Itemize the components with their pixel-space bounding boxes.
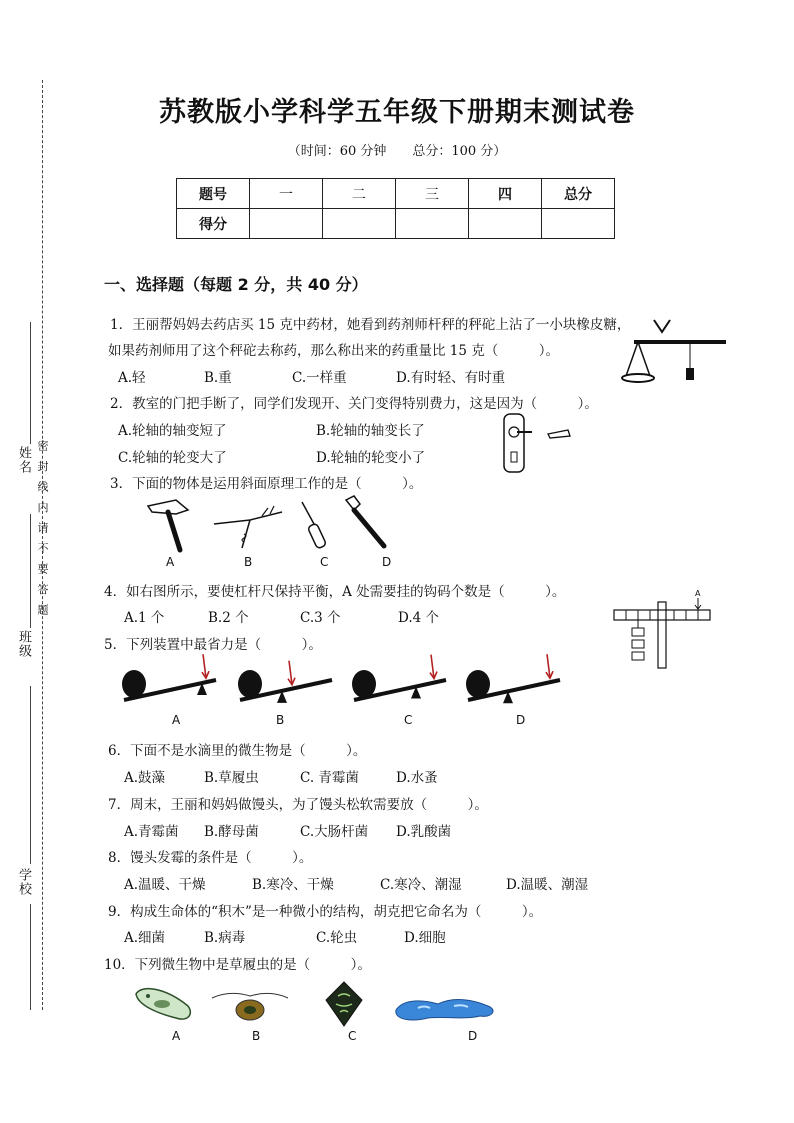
lever-point-label: A: [695, 589, 701, 598]
lever-ruler-icon: [612, 592, 714, 674]
question-6: 6．下面不是水滴里的微生物是（ ）。: [108, 743, 367, 759]
option: B.酵母菌: [204, 824, 259, 840]
name-blank: [30, 322, 31, 444]
question-4: 4．如右图所示，要使杠杆尺保持平衡，A 处需要挂的钩码个数是（ ）。: [104, 584, 566, 600]
option: C.大肠杆菌: [300, 824, 369, 840]
rotifer-icon: [210, 988, 290, 1024]
lever-device: [122, 654, 216, 700]
screwdriver-icon: [298, 500, 334, 552]
option: D.温暖、潮湿: [506, 877, 589, 893]
option: B.寒冷、干燥: [252, 877, 334, 893]
score-cell: 总分: [542, 179, 615, 209]
option: B.2 个: [208, 610, 249, 626]
lever-device: [238, 661, 332, 703]
score-table-score-row: [177, 209, 615, 239]
option: C. 青霉菌: [300, 770, 359, 786]
option: C.一样重: [292, 370, 347, 386]
corkscrew-icon: [210, 498, 286, 552]
score-input-cell[interactable]: [323, 209, 396, 239]
option: A.轻: [118, 370, 146, 386]
section-heading: 一、选择题（每题 2 分，共 40 分）: [104, 275, 368, 294]
question-2: 2．教室的门把手断了，同学们发现开、关门变得特别费力，这是因为（ ）。: [110, 396, 598, 412]
score-input-cell[interactable]: [396, 209, 469, 239]
score-cell: 二: [323, 179, 396, 209]
option: A.轮轴的轴变短了: [118, 423, 227, 439]
score-table-header-row: [177, 179, 615, 209]
option: C.轮虫: [316, 930, 358, 946]
question-10: 10．下列微生物中是草履虫的是（ ）。: [104, 957, 371, 973]
question-1-line2: 如果药剂师用了这个秤砣去称药，那么称出来的药重量比 15 克（ ）。: [108, 343, 560, 359]
school-label: 学校: [16, 868, 31, 896]
name-label: 姓名: [16, 446, 31, 474]
option: D.4 个: [398, 610, 440, 626]
option: D.乳酸菌: [396, 824, 452, 840]
green-algae-icon: [322, 980, 366, 1028]
question-9: 9．构成生命体的“积木”是一种微小的结构，胡克把它命名为（ ）。: [108, 904, 543, 920]
option: D.轮轴的轮变小了: [316, 450, 426, 466]
score-cell: 三: [396, 179, 469, 209]
option: B.病毒: [204, 930, 246, 946]
hammer-icon: [146, 496, 194, 552]
page-title: 苏教版小学科学五年级下册期末测试卷: [159, 97, 635, 128]
option-label: D: [382, 555, 392, 569]
option-label: A: [172, 713, 181, 727]
option: A.鼓藻: [124, 770, 166, 786]
class-blank-2: [30, 686, 31, 864]
class-label: 班级: [16, 630, 31, 658]
option-label: D: [468, 1029, 478, 1043]
option: B.重: [204, 370, 232, 386]
question-1-line1: 1．王丽帮妈妈去药店买 15 克中药材，她看到药剂师杆秤的秤砣上沾了一小块橡皮糖，: [110, 317, 631, 333]
score-cell: 一: [250, 179, 323, 209]
door-handle-icon: [500, 412, 574, 474]
score-input-cell[interactable]: [542, 209, 615, 239]
question-8: 8．馒头发霉的条件是（ ）。: [108, 850, 313, 866]
score-cell: 四: [469, 179, 542, 209]
option-label: A: [172, 1029, 181, 1043]
paramecium-icon: [132, 984, 196, 1024]
option: C.轮轴的轮变大了: [118, 450, 227, 466]
option: D.水蚤: [396, 770, 438, 786]
option: C.3 个: [300, 610, 341, 626]
option: D.细胞: [404, 930, 446, 946]
score-input-cell[interactable]: [469, 209, 542, 239]
score-cell: 题号: [177, 179, 250, 209]
score-cell: 得分: [177, 209, 250, 239]
lever-device: [466, 654, 560, 703]
class-blank: [30, 514, 31, 628]
load-ball: [122, 670, 146, 698]
score-table: [176, 178, 615, 239]
option: D.有时轻、有时重: [396, 370, 506, 386]
amoeba-icon: [394, 994, 502, 1022]
option-label: B: [276, 713, 285, 727]
lever-devices-figure: [110, 640, 570, 714]
option: A.温暖、干燥: [124, 877, 206, 893]
option-label: C: [348, 1029, 357, 1043]
option-label: B: [252, 1029, 261, 1043]
exam-subtitle: （时间：60 分钟 总分：100 分）: [287, 144, 507, 159]
option-label: C: [404, 713, 413, 727]
load-ball: [466, 670, 490, 698]
option: B.轮轴的轴变长了: [316, 423, 425, 439]
option-label: B: [244, 555, 253, 569]
lever-device: [352, 655, 446, 700]
option-label: D: [516, 713, 526, 727]
load-ball: [238, 670, 262, 698]
score-input-cell[interactable]: [250, 209, 323, 239]
option: A.细菌: [124, 930, 166, 946]
option: A.青霉菌: [124, 824, 179, 840]
option: C.寒冷、潮湿: [380, 877, 462, 893]
question-5: 5．下列装置中最省力是（ ）。: [104, 637, 322, 653]
question-7: 7．周末，王丽和妈妈做馒头，为了馒头松软需要放（ ）。: [108, 797, 488, 813]
option: B.草履虫: [204, 770, 259, 786]
option-label: C: [320, 555, 329, 569]
school-blank: [30, 904, 31, 1010]
load-ball: [352, 670, 376, 698]
option: A.1 个: [124, 610, 165, 626]
option-label: A: [166, 555, 175, 569]
steelyard-icon: [614, 312, 730, 394]
wrench-icon: [338, 494, 392, 552]
seal-warning: 密 封 线 内 请 不 要 答 题: [36, 440, 49, 618]
question-3: 3．下面的物体是运用斜面原理工作的是（ ）。: [110, 476, 423, 492]
